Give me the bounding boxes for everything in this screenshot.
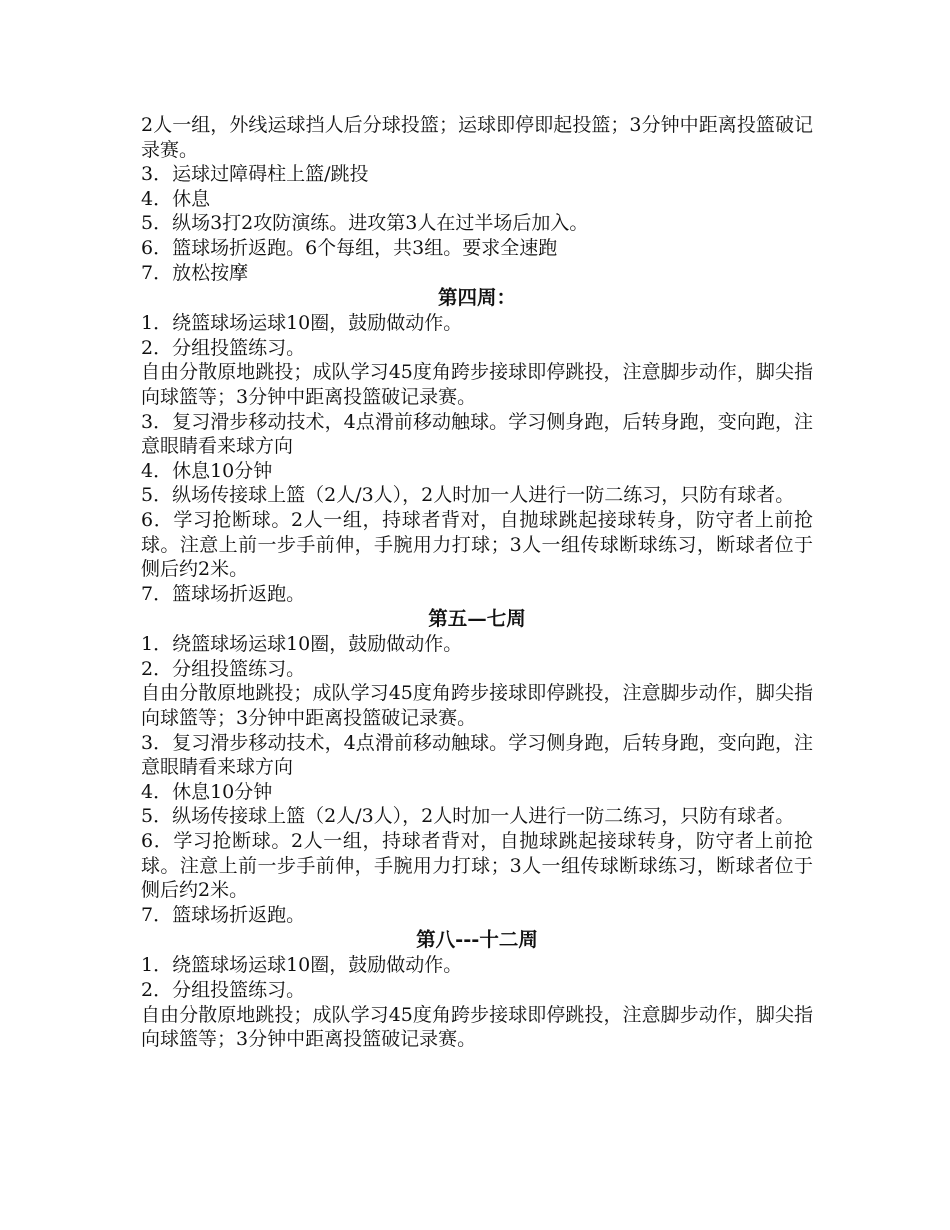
section-heading-week8-12: 第八---十二周 [416, 928, 538, 952]
paragraph: 1．绕篮球场运球10圈，鼓励做动作。 [141, 312, 463, 335]
paragraph: 4．休息 [141, 187, 211, 210]
paragraph: 自由分散原地跳投；成队学习45度角跨步接球即停跳投，注意脚步动作，脚尖指向球篮等；3分钟中距离投篮破记录赛。 [141, 361, 813, 408]
paragraph: 自由分散原地跳投；成队学习45度角跨步接球即停跳投，注意脚步动作，脚尖指向球篮等；3分钟中距离投篮破记录赛。 [141, 682, 813, 730]
section-heading-week5-7: 第五—七周 [428, 607, 526, 631]
paragraph: 7．放松按摩 [141, 261, 249, 284]
paragraph: 1．绕篮球场运球10圈，鼓励做动作。 [141, 633, 463, 656]
paragraph: 2人一组，外线运球挡人后分球投篮；运球即停即起投篮；3分钟中距离投篮破记录赛。 [141, 114, 813, 161]
paragraph: 5．纵场传接球上篮（2人/3人），2人时加一人进行一防二练习，只防有球者。 [141, 805, 795, 828]
paragraph: 3．复习滑步移动技术，4点滑前移动触球。学习侧身跑，后转身跑，变向跑，注意眼睛看来球方向 [141, 731, 813, 779]
paragraph: 5．纵场传接球上篮（2人/3人），2人时加一人进行一防二练习，只防有球者。 [141, 484, 795, 507]
paragraph: 1．绕篮球场运球10圈，鼓励做动作。 [141, 954, 463, 977]
paragraph: 2．分组投篮练习。 [141, 657, 306, 680]
paragraph: 3．复习滑步移动技术，4点滑前移动触球。学习侧身跑，后转身跑，变向跑，注意眼睛看来球方向 [141, 410, 813, 458]
paragraph: 3．运球过障碍柱上篮/跳投 [141, 163, 369, 186]
paragraph: 2．分组投篮练习。 [141, 979, 306, 1001]
paragraph: 2．分组投篮练习。 [141, 336, 306, 359]
section-heading-week4: 第四周： [437, 286, 516, 310]
paragraph: 自由分散原地跳投；成队学习45度角跨步接球即停跳投，注意脚步动作，脚尖指向球篮等；3分钟中距离投篮破记录赛。 [141, 1003, 813, 1051]
paragraph: 6．篮球场折返跑。6个每组，共3组。要求全速跑 [141, 236, 558, 259]
paragraph: 5．纵场3打2攻防演练。进攻第3人在过半场后加入。 [141, 212, 589, 235]
paragraph: 7．篮球场折返跑。 [141, 903, 306, 926]
document-page [141, 113, 813, 1052]
paragraph: 6．学习抢断球。2人一组，持球者背对，自抛球跳起接球转身，防守者上前抢球。注意上前一步手前伸，手腕用力打球；3人一组传球断球练习，断球者位于侧后约2米。 [141, 830, 813, 902]
paragraph: 6．学习抢断球。2人一组，持球者背对，自抛球跳起接球转身，防守者上前抢球。注意上前一步手前伸，手腕用力打球；3人一组传球断球练习，断球者位于侧后约2米。 [141, 508, 813, 581]
paragraph: 4．休息10分钟 [141, 780, 273, 803]
paragraph: 4．休息10分钟 [141, 459, 273, 482]
paragraph: 7．篮球场折返跑。 [141, 582, 306, 605]
